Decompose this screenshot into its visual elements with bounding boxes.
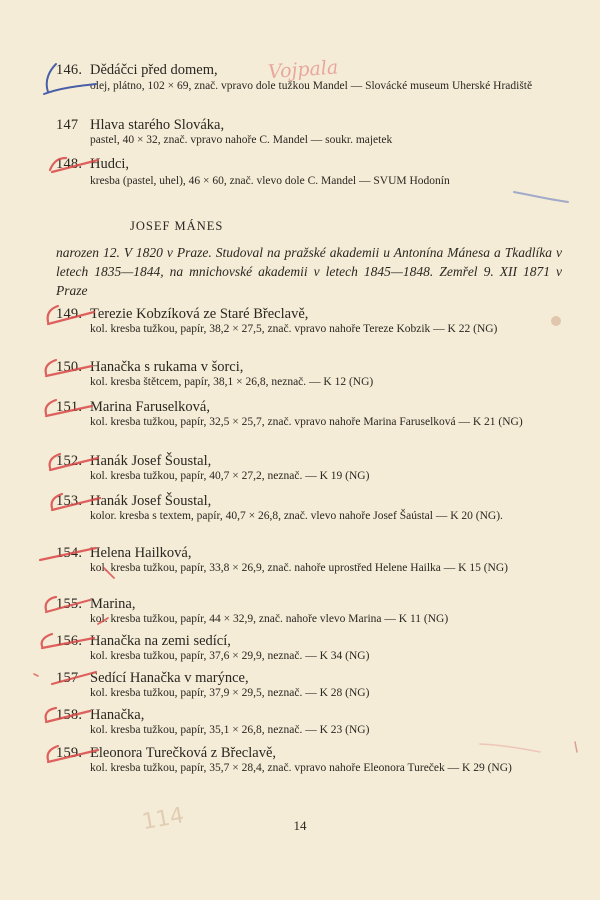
- entry-details: kol. kresba tužkou, papír, 33,8 × 26,9, znač. nahoře uprostřed Helene Hailka — K 15 (NG): [90, 562, 508, 574]
- red-pencil-mark: [575, 742, 577, 752]
- entry-details: kol. kresba tužkou, papír, 32,5 × 25,7, znač. vpravo nahoře Marina Faruselková — K 21 (NG): [90, 416, 523, 428]
- entry-title: Marina Faruselková,: [90, 399, 210, 415]
- blue-pencil-mark: [514, 192, 568, 202]
- pencil-note: 114: [140, 803, 186, 836]
- entry-number: 150.: [56, 359, 83, 375]
- entry-number: 156.: [56, 633, 83, 649]
- entry-details: pastel, 40 × 32, znač. vpravo nahoře C. Mandel — soukr. majetek: [90, 134, 393, 146]
- entry-number: 157: [56, 670, 79, 686]
- entry-details: olej, plátno, 102 × 69, znač. vpravo dole tužkou Mandel — Slovácké museum Uherské Hradiště: [90, 80, 533, 92]
- entry-details: kol. kresba tužkou, papír, 37,6 × 29,9, neznač. — K 34 (NG): [90, 650, 370, 662]
- entry-number: 158.: [56, 707, 83, 723]
- entry-number: 153.: [56, 493, 83, 509]
- entry-details: kol. kresba tužkou, papír, 44 × 32,9, znač. nahoře vlevo Marina — K 11 (NG): [90, 613, 449, 625]
- entry-title: Sedící Hanačka v marýnce,: [90, 670, 249, 686]
- entry-title: Hanák Josef Šoustal,: [90, 453, 212, 469]
- page-number: 14: [293, 818, 307, 833]
- entry-title: Dědáčci před domem,: [90, 62, 218, 78]
- entry-number: 147: [56, 117, 79, 133]
- entry-number: 149.: [56, 306, 83, 322]
- entry-details: kresba (pastel, uhel), 46 × 60, znač. vlevo dole C. Mandel — SVUM Hodonín: [90, 175, 450, 187]
- entry-number: 154.: [56, 545, 83, 561]
- entry-title: Hlava starého Slováka,: [90, 117, 225, 133]
- entry-number: 155.: [56, 596, 83, 612]
- entry-title: Hudci,: [90, 156, 130, 172]
- entry-details: kol. kresba tužkou, papír, 35,7 × 28,4, znač. vpravo nahoře Eleonora Tureček — K 29 (NG): [90, 762, 512, 774]
- entry-title: Hanačka s rukama v šorci,: [90, 359, 244, 375]
- artist-biography: narozen 12. V 1820 v Praze. Studoval na pražské akademii u Antonína Mánesa a Tkadlíka v letech 1835—1844, na mnichovské akademii v letech 1845—1848. Zemřel 9. XII 1871 v Praze: [56, 245, 562, 298]
- red-pencil-mark: [34, 674, 38, 676]
- entry-title: Hanačka,: [90, 707, 145, 723]
- entry-details: kol. kresba tužkou, papír, 37,9 × 29,5, neznač. — K 28 (NG): [90, 687, 370, 699]
- entry-number: 151.: [56, 399, 83, 415]
- entry-title: Terezie Kobzíková ze Staré Břeclavě,: [90, 306, 309, 322]
- entry-title: Hanák Josef Šoustal,: [90, 493, 212, 509]
- entry-details: kol. kresba tužkou, papír, 38,2 × 27,5, znač. vpravo nahoře Tereze Kobzik — K 22 (NG): [90, 323, 498, 335]
- entry-number: 146.: [56, 62, 83, 78]
- entry-title: Eleonora Turečková z Břeclavě,: [90, 745, 277, 761]
- entry-number: 159.: [56, 745, 83, 761]
- entry-number: 148.: [56, 156, 83, 172]
- handwritten-note: Vojpala: [267, 56, 339, 84]
- entry-title: Hanačka na zemi sedící,: [90, 633, 231, 649]
- entry-details: kol. kresba tužkou, papír, 35,1 × 26,8, neznač. — K 23 (NG): [90, 724, 370, 736]
- entry-title: Marina,: [90, 596, 136, 612]
- entry-details: kol. kresba tužkou, papír, 40,7 × 27,2, neznač. — K 19 (NG): [90, 470, 370, 482]
- entry-number: 152.: [56, 453, 83, 469]
- section-heading: JOSEF MÁNES: [130, 219, 224, 233]
- entry-title: Helena Hailková,: [90, 545, 192, 561]
- red-pencil-mark: [480, 744, 540, 752]
- entry-details: kolor. kresba s textem, papír, 40,7 × 26,8, znač. vlevo nahoře Josef Šaústal — K 20 (NG).: [90, 510, 503, 522]
- entry-details: kol. kresba štětcem, papír, 38,1 × 26,8, neznač. — K 12 (NG): [90, 376, 374, 388]
